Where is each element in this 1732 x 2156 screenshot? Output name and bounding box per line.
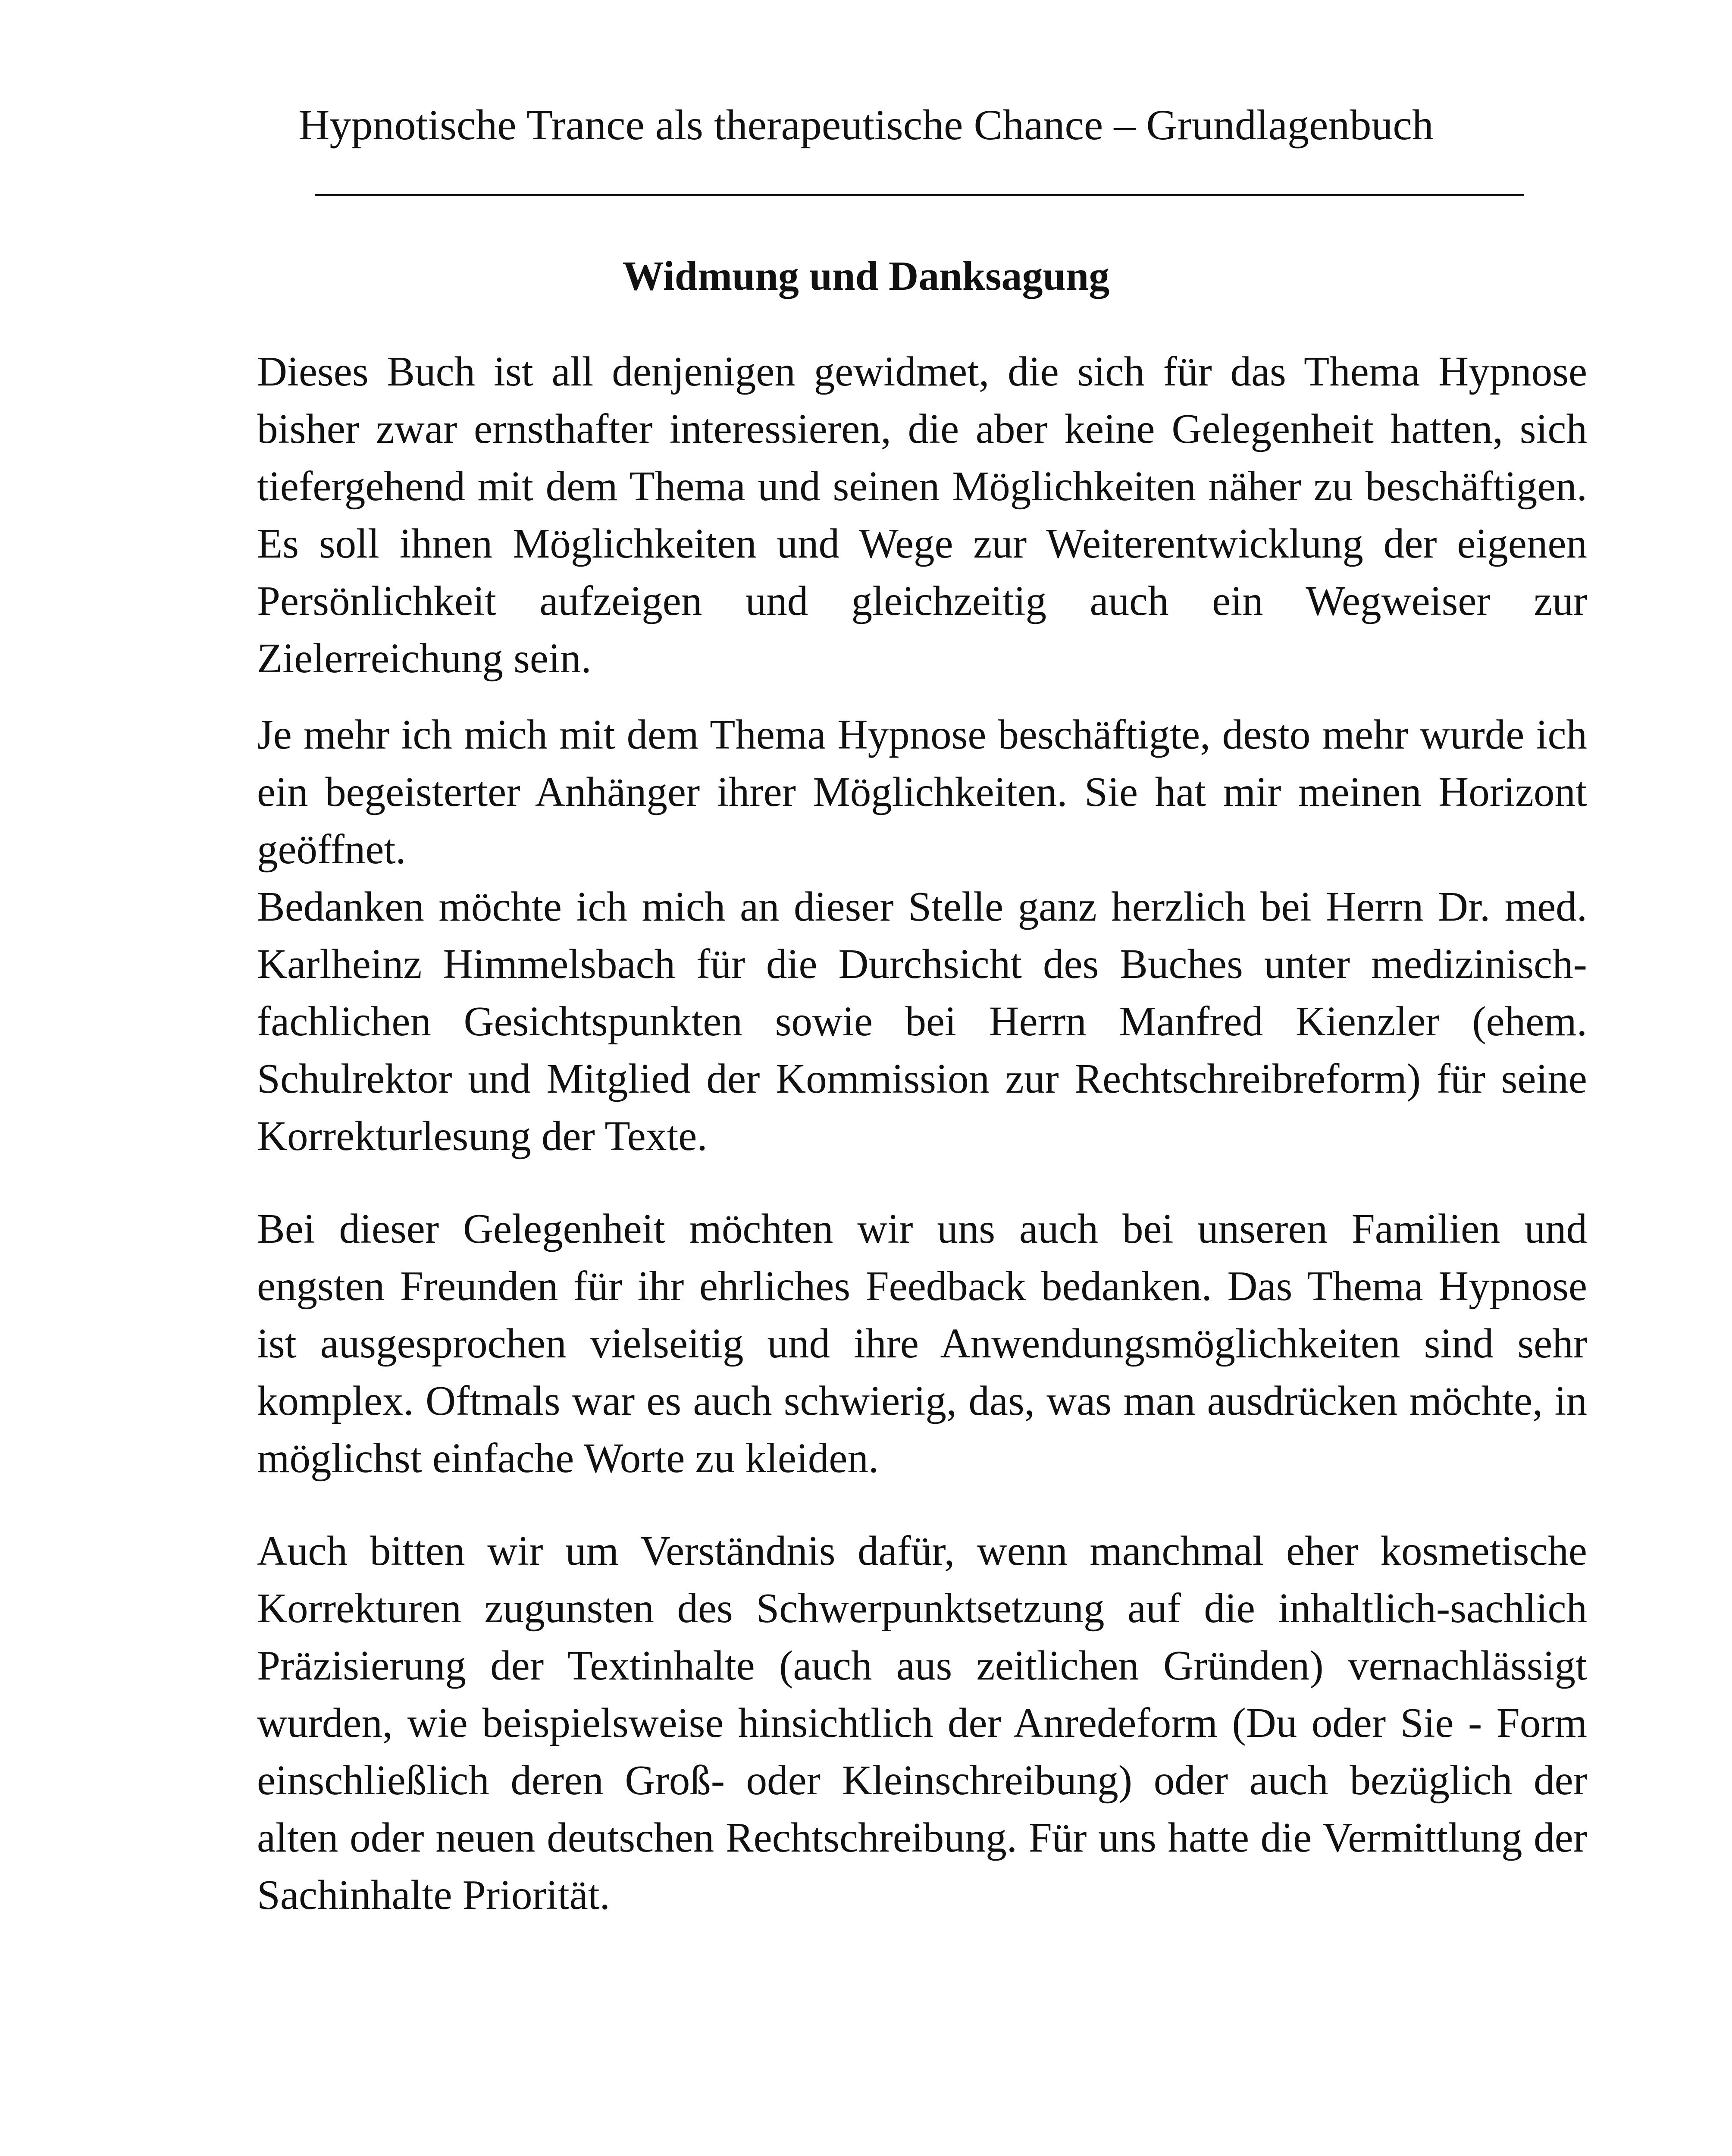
- paragraph-thanks-family: Bei dieser Gelegenheit möchten wir uns auch bei unseren Familien und engsten Freunden für ihr ehrliches Feedback bedanken. Das Thema Hypnose ist ausgesprochen vielseitig und ihre Anwendungsmöglichkeiten sind sehr komplex. Oftmals war es auch schwierig, das, was man ausdrücken möchte, in möglichst einfache Worte zu kleiden.: [257, 1206, 1587, 1481]
- header-rule: [315, 194, 1524, 196]
- body-text: [257, 343, 1587, 1924]
- running-header: Hypnotische Trance als therapeutische Chance – Grundlagenbuch: [298, 101, 1434, 149]
- paragraph-enthusiasm: Je mehr ich mich mit dem Thema Hypnose beschäftigte, desto mehr wurde ich ein begeisterter Anhänger ihrer Möglichkeiten. Sie hat mir meinen Horizont geöffnet.: [257, 711, 1587, 872]
- section-heading: Widmung und Danksagung: [622, 253, 1110, 299]
- paragraph-understanding: Auch bitten wir um Verständnis dafür, wenn manchmal eher kosmetische Korrekturen zugunsten des Schwerpunktsetzung auf die inhaltlich-sachlich Präzisierung der Textinhalte (auch aus zeitlichen Gründen) vernachlässigt wurden, wie beispielsweise hinsichtlich der Anredeform (Du oder Sie - Form einschließlich deren Groß- oder Kleinschreibung) oder auch bezüglich der alten oder neuen deutschen Rechtschreibung. Für uns hatte die Vermittlung der Sachinhalte Priorität.: [257, 1528, 1587, 1918]
- paragraph-thanks-reviewers: Bedanken möchte ich mich an dieser Stelle ganz herzlich bei Herrn Dr. med. Karlheinz Himmelsbach für die Durchsicht des Buches unter medizinisch-fachlichen Gesichtspunkten sowie bei Herrn Manfred Kienzler (ehem. Schulrektor und Mitglied der Kommission zur Rechtschreibreform) für seine Korrekturlesung der Texte.: [257, 884, 1587, 1159]
- paragraph-dedication: Dieses Buch ist all denjenigen gewidmet, die sich für das Thema Hypnose bisher zwar ernsthafter interessieren, die aber keine Gelegenheit hatten, sich tiefergehend mit dem Thema und seinen Möglichkeiten näher zu beschäftigen. Es soll ihnen Möglichkeiten und Wege zur Weiterentwicklung der eigenen Persönlichkeit aufzeigen und gleichzeitig auch ein Wegweiser zur Zielerreichung sein.: [257, 348, 1587, 681]
